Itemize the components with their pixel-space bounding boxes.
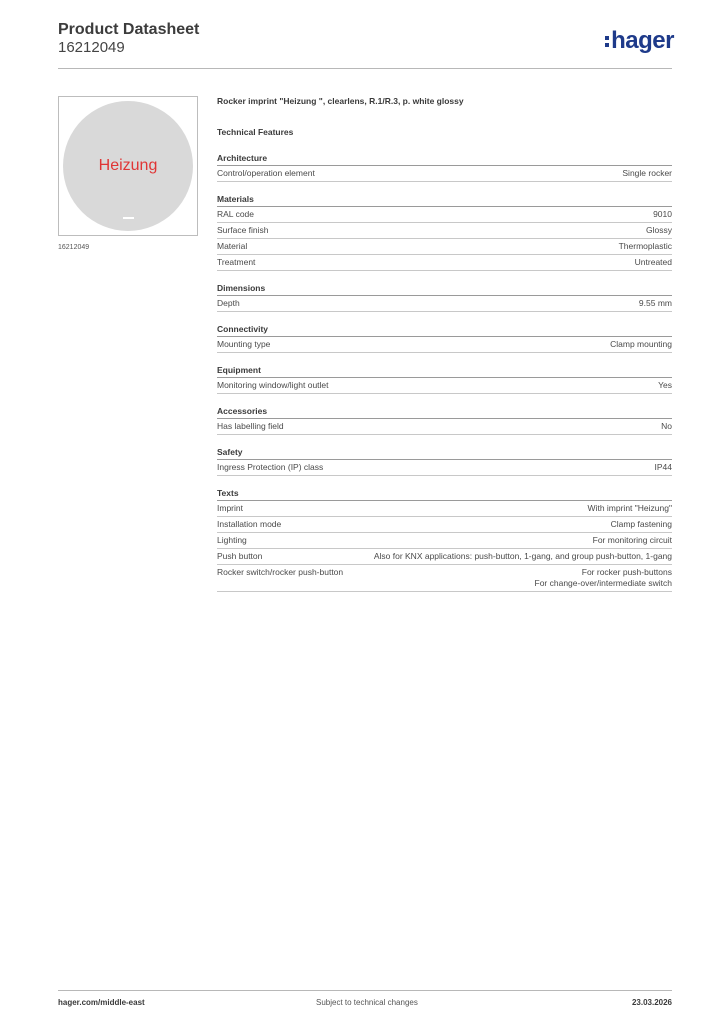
feature-section [217,406,672,435]
feature-row [217,501,672,517]
section-title: Architecture [217,153,672,166]
feature-row [217,378,672,394]
logo-text: hager [611,27,674,54]
feature-section [217,324,672,353]
footer-website-link[interactable]: hager.com/middle-east [58,998,145,1007]
feature-value: 9.55 mm [638,298,672,308]
section-title: Equipment [217,365,672,378]
feature-sections [217,153,672,592]
feature-section [217,283,672,312]
feature-key: Imprint [217,503,243,513]
feature-row [217,207,672,223]
header-divider [58,68,672,69]
feature-section [217,153,672,182]
feature-value: For monitoring circuit [592,535,672,545]
feature-value: 9010 [653,209,672,219]
feature-value: Single rocker [622,168,672,178]
feature-key: Treatment [217,257,256,267]
feature-section [217,365,672,394]
feature-row [217,460,672,476]
feature-value: Also for KNX applications: push-button, 1-gang, and group push-button, 1-gang [373,551,672,561]
technical-features-title: Technical Features [217,127,294,137]
feature-key: Control/operation element [217,168,315,178]
feature-value: Glossy [646,225,672,235]
datasheet-content [217,96,672,592]
light-outlet-icon [123,217,134,219]
feature-value: Clamp mounting [610,339,672,349]
hager-logo[interactable] [605,26,674,56]
section-title: Texts [217,488,672,501]
feature-section [217,488,672,592]
rocker-icon [63,101,193,231]
feature-value: With imprint "Heizung" [587,503,672,513]
product-description: Rocker imprint "Heizung ", clearlens, R.1/R.3, p. white glossy [217,96,464,106]
feature-row [217,255,672,271]
feature-row [217,337,672,353]
feature-key: Surface finish [217,225,269,235]
feature-key: Installation mode [217,519,282,529]
feature-value: Untreated [634,257,672,267]
feature-row [217,239,672,255]
feature-value: No [661,421,672,431]
product-number: 16212049 [58,39,125,56]
feature-row [217,419,672,435]
section-title: Accessories [217,406,672,419]
section-title: Materials [217,194,672,207]
feature-key: RAL code [217,209,255,219]
footer-note: Subject to technical changes [316,998,418,1007]
image-caption: 16212049 [58,244,90,251]
feature-key: Depth [217,298,240,308]
rocker-imprint-text: Heizung [98,157,158,174]
feature-section [217,447,672,476]
footer-date: 23.03.2026 [631,998,672,1007]
feature-row [217,223,672,239]
feature-row [217,517,672,533]
page-title: Product Datasheet [58,21,200,38]
feature-key: Has labelling field [217,421,284,431]
feature-section [217,194,672,271]
feature-value: Thermoplastic [618,241,672,251]
feature-row [217,565,672,592]
feature-value: Clamp fastening [610,519,672,529]
feature-value: Yes [658,380,672,390]
section-title: Safety [217,447,672,460]
feature-key: Rocker switch/rocker push-button [217,567,344,577]
feature-row [217,296,672,312]
section-title: Dimensions [217,283,672,296]
feature-value: For rocker push-buttons For change-over/intermediate switch [534,567,672,588]
feature-key: Mounting type [217,339,271,349]
feature-key: Ingress Protection (IP) class [217,462,324,472]
footer-divider [58,990,672,991]
logo-dots-icon [605,36,609,47]
feature-value: IP44 [654,462,672,472]
product-image [58,96,198,236]
feature-key: Lighting [217,535,247,545]
feature-row [217,533,672,549]
feature-key: Material [217,241,248,251]
feature-key: Push button [217,551,263,561]
section-title: Connectivity [217,324,672,337]
feature-row [217,549,672,565]
feature-key: Monitoring window/light outlet [217,380,329,390]
feature-row [217,166,672,182]
